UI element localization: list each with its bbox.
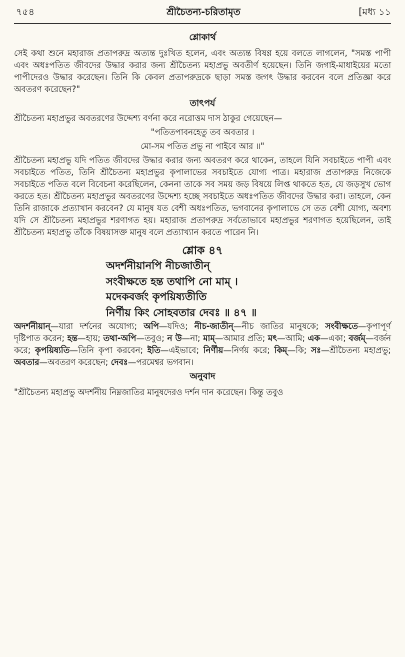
- translation2-heading: অনুবাদ: [189, 372, 216, 383]
- verse-text: [106, 259, 391, 321]
- page-header: [16, 6, 391, 22]
- synonym-word: কৃপয়িষ্যতি: [35, 345, 70, 356]
- synonym-meaning: —না;: [181, 333, 204, 344]
- synonym-meaning: —বর্জন করে;: [14, 333, 391, 356]
- synonym-word: মৎ: [267, 333, 278, 344]
- translation-text: সেই কথা শুনে মহারাজ প্রতাপরুদ্র অত্যন্ত দুঃখিত হলেন, এবং অত্যন্ত বিষণ্ণ হয়ে বলতে লাগলেন, "সমস্ত পাপী এবং অধঃপতিত জীবদের উদ্ধার করার জন্য শ্রীচৈতন্য মহাপ্রভু অবতীর্ণ হয়েছেন। তিনি জগাই-মাধাইয়ের মতো পাপীদেরও উদ্ধার করেছেন। তিনি কি কেবল প্রতাপরুদ্রকে ছাড়া সমস্ত জগৎ উদ্ধার করবেন বলে প্রতিজ্ঞা করে অবতরণ করেছেন?": [14, 47, 391, 94]
- purport-intro: শ্রীচৈতন্য মহাপ্রভুর অবতরণের উদ্দেশ্য বর্ণনা করে নরোত্তম দাস ঠাকুর গেয়েছেন—: [14, 113, 283, 124]
- synonym-word: নীচ-জাতীন্: [194, 321, 234, 332]
- synonym-meaning: —তবুও;: [136, 333, 168, 344]
- chapter-indicator: [মধ্য ১১: [358, 7, 391, 18]
- translation2-text: "শ্রীচৈতন্য মহাপ্রভু অদর্শনীয় নিম্নজাতির মানুষদেরও দর্শন দান করেছেন। কিন্তু তবুও: [14, 386, 284, 397]
- synonym-word: মাম্: [203, 333, 215, 344]
- synonym-word: সঃ: [311, 345, 321, 356]
- synonym-word: ন উ: [167, 333, 182, 344]
- synonym-word: এক: [307, 333, 321, 344]
- synonym-meaning: —যদিও;: [158, 321, 195, 332]
- synonym-word: দেবঃ: [110, 357, 128, 368]
- page-number: ৭৫৪: [16, 7, 35, 18]
- synonym-meaning: —শ্রীচৈতন্য মহাপ্রভু;: [321, 345, 391, 356]
- synonym-word: অদর্শনীয়ান্: [14, 321, 51, 332]
- translation-heading: শ্লোকার্থ: [189, 33, 216, 43]
- purport-quote-line-2: মো-সম পতিত প্রভু না পাইবে আর ॥": [140, 141, 265, 152]
- synonym-meaning: —তিনি কৃপা করবেন;: [69, 345, 148, 356]
- synonym-word: নির্ণীয়: [203, 345, 224, 356]
- synonym-word: সংবীক্ষতে: [325, 321, 358, 332]
- header-rule: [14, 23, 391, 24]
- synonym-meaning: —একা;: [320, 333, 349, 344]
- synonym-word: ইতি: [147, 345, 161, 356]
- synonym-word: বর্জম্: [348, 333, 366, 344]
- synonym-meaning: —নির্ণয় করে;: [223, 345, 275, 356]
- verse-title: শ্লোক ৪৭: [182, 243, 223, 257]
- verse-line: সংবীক্ষতে হন্ত তথাপি নো মাম্ ।: [106, 275, 238, 288]
- synonym-meaning: —আমার প্রতি;: [214, 333, 268, 344]
- synonym-meaning: —যারা দর্শনের অযোগ্য;: [50, 321, 144, 332]
- verse-line: মদেকবর্জং কৃপয়িষ্যতীতি: [106, 291, 207, 304]
- synonym-word: অবতার: [14, 357, 40, 368]
- synonym-word: তথা-অপি: [103, 333, 137, 344]
- synonym-word: অপি: [143, 321, 159, 332]
- book-title: শ্রীচৈতন্য-চরিতামৃত: [166, 7, 241, 18]
- synonym-meaning: —হায়;: [77, 333, 104, 344]
- purport-text: শ্রীচৈতন্য মহাপ্রভু যদি পতিত জীবদের উদ্ধার করার জন্য অবতরণ করে থাকেন, তাহলে যিনি সবচাইতে পাপী এবং সবচাইতে পতিত, তিনি শ্রীচৈতন্য মহাপ্রভুর কৃপালাভের সবচাইতে যোগ্য পাত্র। মহারাজ প্রতাপরুদ্র নিজেকে সবচাইতে পতিত বলে বিবেচনা করেছিলেন, কেননা তাকে সব সময় জড় বিষয়ে লিপ্ত থাকতে হত, যে জড়সুখ ভোগ করতে হত। শ্রীচৈতন্য মহাপ্রভুর অবতরণের উদ্দেশ্য হচ্ছে সবচাইতে অধঃপতিত জীবদের উদ্ধার করা। তাহলে, কেন তিনি রাজাকে প্রত্যাখান করবেন? যে মানুষ যত বেশী অধঃপতিত, ভগবানের কৃপালাভে সে তত বেশী যোগ্য, অবশ্য যদি সে শ্রীচৈতন্য মহাপ্রভুর শরণাগত হয়। মহারাজ প্রতাপরুদ্র সর্বতোভাবে মহাপ্রভুর শরণাগত হয়েছিলেন, তাই শ্রীচৈতন্য মহাপ্রভু তাঁকে বিষয়াসক্ত মানুষ বলে প্রত্যাখ্যান করতে পারেন নি।: [14, 155, 391, 237]
- synonym-meaning: —এইভাবে;: [160, 345, 204, 356]
- synonym-meaning: —আমি;: [277, 333, 308, 344]
- synonym-meaning: —নীচ জাতির মানুষকে;: [233, 321, 326, 332]
- synonym-word: কিম্: [274, 345, 288, 356]
- word-for-word-synonyms: [14, 321, 391, 369]
- page-body: [14, 30, 391, 401]
- purport-heading: তাৎপর্য: [189, 98, 216, 109]
- synonym-word: হন্ত: [67, 333, 78, 344]
- verse-line: নির্ণীয় কিং সোহবতার দেবঃ ॥ ৪৭ ॥: [106, 306, 257, 319]
- purport-quote-line-1: "পতিতপাবনহেতু তব অবতার ।: [150, 127, 255, 138]
- synonym-meaning: —পরমেশ্বর ভগবান।: [127, 357, 194, 368]
- verse-line: অদর্শনীয়ানপি নীচজাতীন্: [106, 260, 210, 273]
- synonym-meaning: —কৃপাপূর্ণ দৃষ্টিপাত করেন;: [14, 321, 391, 344]
- synonym-meaning: —কি;: [287, 345, 311, 356]
- synonym-meaning: —অবতরণ করেছেন;: [39, 357, 111, 368]
